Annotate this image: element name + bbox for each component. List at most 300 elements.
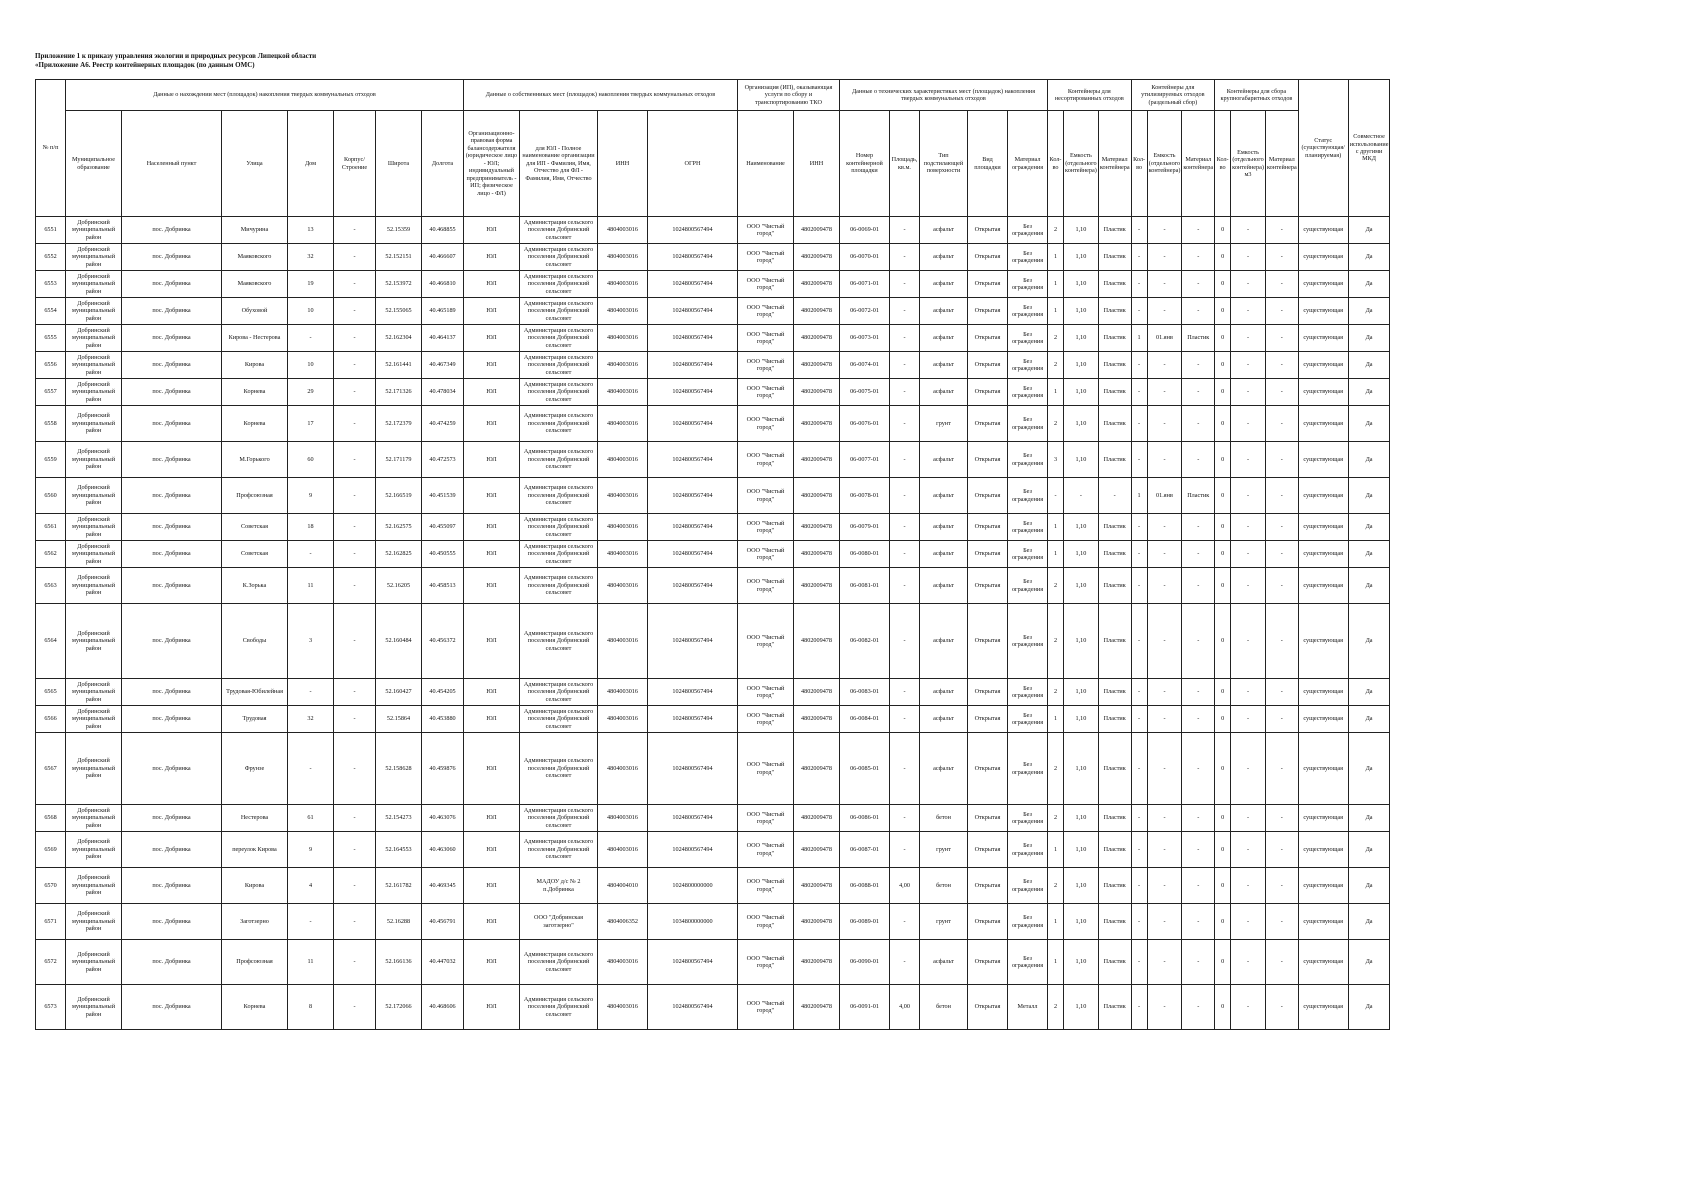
latitude-cell: 52.162575: [376, 514, 422, 541]
table-row: [36, 604, 1390, 679]
fence-cell: Без ограждения: [1008, 244, 1048, 271]
mixed-qty-cell: 2: [1048, 805, 1064, 832]
operator-inn-cell: 4802009478: [794, 442, 840, 478]
operator-inn-cell: 4802009478: [794, 985, 840, 1030]
municipality-cell: Добринский муниципальный район: [66, 478, 122, 514]
table-row: [36, 514, 1390, 541]
table-row: [36, 442, 1390, 478]
recycle-material-cell: -: [1182, 733, 1215, 805]
recycle-qty-cell: -: [1131, 733, 1147, 805]
bulky-qty-cell: 0: [1215, 298, 1231, 325]
legal-form-cell: ЮЛ: [464, 298, 520, 325]
fence-cell: Без ограждения: [1008, 478, 1048, 514]
mixed-material-cell: Пластик: [1098, 217, 1131, 244]
owner-inn-cell: 4804003016: [598, 271, 648, 298]
settlement-cell: пос. Добринка: [122, 679, 222, 706]
street-cell: Трудовая: [222, 706, 288, 733]
bulky-capacity-cell: -: [1231, 940, 1266, 985]
col-mixed-qty-header: Кол-во: [1048, 111, 1064, 217]
status-cell: существующая: [1298, 679, 1348, 706]
recycle-material-cell: -: [1182, 706, 1215, 733]
building-cell: -: [334, 541, 376, 568]
owner-name-cell: Администрация сельского поселения Добринский сельсовет: [520, 733, 598, 805]
surface-cell: асфальт: [920, 940, 968, 985]
legal-form-cell: ЮЛ: [464, 568, 520, 604]
house-cell: 11: [288, 568, 334, 604]
operator-name-cell: ООО "Чистый город": [738, 514, 794, 541]
longitude-cell: 40.451539: [422, 478, 464, 514]
group-recycle-containers-header: Контейнеры для утилизируемых отходов (раздельный сбор): [1131, 80, 1215, 111]
owner-inn-cell: 4804003016: [598, 325, 648, 352]
col-mixed-material-header: Материал контейнера: [1098, 111, 1131, 217]
recycle-material-cell: -: [1182, 568, 1215, 604]
legal-form-cell: ЮЛ: [464, 478, 520, 514]
longitude-cell: 40.447032: [422, 940, 464, 985]
status-cell: существующая: [1298, 352, 1348, 379]
building-cell: -: [334, 442, 376, 478]
bulky-material-cell: -: [1265, 325, 1298, 352]
surface-cell: асфальт: [920, 733, 968, 805]
operator-inn-cell: 4802009478: [794, 325, 840, 352]
municipality-cell: Добринский муниципальный район: [66, 679, 122, 706]
owner-ogrn-cell: 1024800567494: [648, 832, 738, 868]
municipality-cell: Добринский муниципальный район: [66, 271, 122, 298]
settlement-cell: пос. Добринка: [122, 832, 222, 868]
site-number-cell: 06-0081-01: [840, 568, 890, 604]
latitude-cell: 52.172066: [376, 985, 422, 1030]
street-cell: Кирова: [222, 352, 288, 379]
recycle-capacity-cell: -: [1147, 805, 1182, 832]
legal-form-cell: ЮЛ: [464, 985, 520, 1030]
mkd-cell: Да: [1348, 352, 1390, 379]
site-number-cell: 06-0082-01: [840, 604, 890, 679]
mixed-qty-cell: 2: [1048, 568, 1064, 604]
col-bulky-qty-header: Кол-во: [1215, 111, 1231, 217]
bulky-capacity-cell: -: [1231, 904, 1266, 940]
owner-ogrn-cell: 1024800567494: [648, 478, 738, 514]
col-building-header: Корпус/Строение: [334, 111, 376, 217]
owner-inn-cell: 4804003016: [598, 568, 648, 604]
operator-name-cell: ООО "Чистый город": [738, 325, 794, 352]
bulky-capacity-cell: -: [1231, 406, 1266, 442]
operator-inn-cell: 4802009478: [794, 679, 840, 706]
site-number-cell: 06-0091-01: [840, 985, 890, 1030]
site-number-cell: 06-0088-01: [840, 868, 890, 904]
owner-inn-cell: 4804003016: [598, 706, 648, 733]
legal-form-cell: ЮЛ: [464, 514, 520, 541]
col-bulky-capacity-header: Емкость (отдельного контейнера) м3: [1231, 111, 1266, 217]
longitude-cell: 40.468606: [422, 985, 464, 1030]
document-title-line-1: Приложение 1 к приказу управления экологии и природных ресурсов Липецкой области: [35, 52, 317, 60]
mixed-material-cell: Пластик: [1098, 298, 1131, 325]
building-cell: -: [334, 568, 376, 604]
mixed-material-cell: Пластик: [1098, 679, 1131, 706]
settlement-cell: пос. Добринка: [122, 442, 222, 478]
operator-name-cell: ООО "Чистый город": [738, 733, 794, 805]
recycle-material-cell: -: [1182, 442, 1215, 478]
house-cell: -: [288, 904, 334, 940]
legal-form-cell: ЮЛ: [464, 244, 520, 271]
mkd-cell: Да: [1348, 244, 1390, 271]
mixed-capacity-cell: 1,10: [1064, 442, 1099, 478]
operator-name-cell: ООО "Чистый город": [738, 379, 794, 406]
surface-cell: грунт: [920, 406, 968, 442]
building-cell: -: [334, 478, 376, 514]
area-cell: -: [890, 904, 920, 940]
recycle-qty-cell: -: [1131, 406, 1147, 442]
bulky-capacity-cell: -: [1231, 541, 1266, 568]
site-number-cell: 06-0069-01: [840, 217, 890, 244]
bulky-material-cell: -: [1265, 217, 1298, 244]
area-cell: -: [890, 352, 920, 379]
mkd-cell: Да: [1348, 325, 1390, 352]
bulky-capacity-cell: -: [1231, 733, 1266, 805]
house-cell: 32: [288, 244, 334, 271]
site-type-cell: Открытая: [968, 541, 1008, 568]
fence-cell: Без ограждения: [1008, 568, 1048, 604]
owner-inn-cell: 4804003016: [598, 352, 648, 379]
bulky-qty-cell: 0: [1215, 217, 1231, 244]
status-cell: существующая: [1298, 985, 1348, 1030]
col-house-header: Дом: [288, 111, 334, 217]
recycle-capacity-cell: -: [1147, 733, 1182, 805]
settlement-cell: пос. Добринка: [122, 406, 222, 442]
surface-cell: асфальт: [920, 442, 968, 478]
area-cell: -: [890, 514, 920, 541]
row-number: 6568: [36, 805, 66, 832]
latitude-cell: 52.153972: [376, 271, 422, 298]
area-cell: -: [890, 217, 920, 244]
owner-name-cell: Администрация сельского поселения Добринский сельсовет: [520, 271, 598, 298]
settlement-cell: пос. Добринка: [122, 604, 222, 679]
row-number: 6561: [36, 514, 66, 541]
site-type-cell: Открытая: [968, 514, 1008, 541]
table-row: [36, 541, 1390, 568]
building-cell: -: [334, 985, 376, 1030]
street-cell: М.Горького: [222, 442, 288, 478]
longitude-cell: 40.458513: [422, 568, 464, 604]
mixed-material-cell: Пластик: [1098, 541, 1131, 568]
settlement-cell: пос. Добринка: [122, 298, 222, 325]
operator-inn-cell: 4802009478: [794, 568, 840, 604]
house-cell: 10: [288, 298, 334, 325]
municipality-cell: Добринский муниципальный район: [66, 568, 122, 604]
fence-cell: Без ограждения: [1008, 352, 1048, 379]
row-number: 6567: [36, 733, 66, 805]
surface-cell: бетон: [920, 805, 968, 832]
mixed-material-cell: Пластик: [1098, 379, 1131, 406]
fence-cell: Без ограждения: [1008, 940, 1048, 985]
municipality-cell: Добринский муниципальный район: [66, 514, 122, 541]
site-number-cell: 06-0078-01: [840, 478, 890, 514]
longitude-cell: 40.463076: [422, 805, 464, 832]
bulky-qty-cell: 0: [1215, 832, 1231, 868]
site-type-cell: Открытая: [968, 940, 1008, 985]
mixed-material-cell: Пластик: [1098, 604, 1131, 679]
recycle-material-cell: -: [1182, 271, 1215, 298]
mixed-qty-cell: 2: [1048, 679, 1064, 706]
status-cell: существующая: [1298, 832, 1348, 868]
bulky-capacity-cell: -: [1231, 442, 1266, 478]
bulky-material-cell: -: [1265, 379, 1298, 406]
municipality-cell: Добринский муниципальный район: [66, 604, 122, 679]
document-title-line-2: «Приложение А6. Реестр контейнерных площадок (по данным ОМС): [35, 61, 255, 69]
col-ogrn-header: ОГРН: [648, 111, 738, 217]
municipality-cell: Добринский муниципальный район: [66, 406, 122, 442]
operator-inn-cell: 4802009478: [794, 805, 840, 832]
site-type-cell: Открытая: [968, 679, 1008, 706]
operator-name-cell: ООО "Чистый город": [738, 904, 794, 940]
mixed-material-cell: Пластик: [1098, 940, 1131, 985]
street-cell: Кирова - Нестерова: [222, 325, 288, 352]
mkd-cell: Да: [1348, 805, 1390, 832]
site-type-cell: Открытая: [968, 298, 1008, 325]
area-cell: -: [890, 325, 920, 352]
area-cell: -: [890, 568, 920, 604]
street-cell: Обуховой: [222, 298, 288, 325]
house-cell: 29: [288, 379, 334, 406]
col-mixed-capacity-header: Емкость (отдельного контейнера): [1064, 111, 1099, 217]
longitude-cell: 40.465189: [422, 298, 464, 325]
status-cell: существующая: [1298, 379, 1348, 406]
bulky-qty-cell: 0: [1215, 568, 1231, 604]
col-fence-header: Материал ограждения: [1008, 111, 1048, 217]
surface-cell: асфальт: [920, 379, 968, 406]
site-number-cell: 06-0090-01: [840, 940, 890, 985]
site-number-cell: 06-0074-01: [840, 352, 890, 379]
municipality-cell: Добринский муниципальный район: [66, 706, 122, 733]
municipality-cell: Добринский муниципальный район: [66, 805, 122, 832]
site-number-cell: 06-0087-01: [840, 832, 890, 868]
site-type-cell: Открытая: [968, 868, 1008, 904]
recycle-qty-cell: -: [1131, 514, 1147, 541]
recycle-capacity-cell: -: [1147, 514, 1182, 541]
area-cell: -: [890, 733, 920, 805]
mixed-qty-cell: 2: [1048, 406, 1064, 442]
owner-ogrn-cell: 1024800567494: [648, 706, 738, 733]
bulky-material-cell: -: [1265, 568, 1298, 604]
building-cell: -: [334, 379, 376, 406]
building-cell: -: [334, 904, 376, 940]
house-cell: -: [288, 679, 334, 706]
site-number-cell: 06-0076-01: [840, 406, 890, 442]
latitude-cell: 52.155065: [376, 298, 422, 325]
mixed-qty-cell: 1: [1048, 541, 1064, 568]
status-cell: существующая: [1298, 478, 1348, 514]
mixed-qty-cell: 1: [1048, 940, 1064, 985]
longitude-cell: 40.456791: [422, 904, 464, 940]
house-cell: 9: [288, 478, 334, 514]
col-lat-header: Широта: [376, 111, 422, 217]
municipality-cell: Добринский муниципальный район: [66, 298, 122, 325]
recycle-qty-cell: -: [1131, 541, 1147, 568]
building-cell: -: [334, 271, 376, 298]
settlement-cell: пос. Добринка: [122, 805, 222, 832]
operator-name-cell: ООО "Чистый город": [738, 679, 794, 706]
municipality-cell: Добринский муниципальный район: [66, 244, 122, 271]
bulky-qty-cell: 0: [1215, 244, 1231, 271]
longitude-cell: 40.456372: [422, 604, 464, 679]
recycle-material-cell: -: [1182, 904, 1215, 940]
municipality-cell: Добринский муниципальный район: [66, 352, 122, 379]
recycle-capacity-cell: -: [1147, 352, 1182, 379]
area-cell: -: [890, 805, 920, 832]
mkd-cell: Да: [1348, 604, 1390, 679]
settlement-cell: пос. Добринка: [122, 868, 222, 904]
latitude-cell: 52.161441: [376, 352, 422, 379]
recycle-capacity-cell: -: [1147, 706, 1182, 733]
owner-name-cell: Администрация сельского поселения Добринский сельсовет: [520, 442, 598, 478]
latitude-cell: 52.166136: [376, 940, 422, 985]
area-cell: -: [890, 298, 920, 325]
longitude-cell: 40.466810: [422, 271, 464, 298]
recycle-capacity-cell: 01.янв: [1147, 478, 1182, 514]
mixed-capacity-cell: 1,10: [1064, 706, 1099, 733]
latitude-cell: 52.172379: [376, 406, 422, 442]
recycle-capacity-cell: -: [1147, 244, 1182, 271]
street-cell: переулок Кирова: [222, 832, 288, 868]
mixed-material-cell: Пластик: [1098, 244, 1131, 271]
bulky-material-cell: -: [1265, 271, 1298, 298]
surface-cell: бетон: [920, 985, 968, 1030]
site-number-cell: 06-0086-01: [840, 805, 890, 832]
site-type-cell: Открытая: [968, 568, 1008, 604]
row-number: 6552: [36, 244, 66, 271]
operator-inn-cell: 4802009478: [794, 706, 840, 733]
owner-name-cell: Администрация сельского поселения Добринский сельсовет: [520, 244, 598, 271]
recycle-capacity-cell: -: [1147, 832, 1182, 868]
settlement-cell: пос. Добринка: [122, 568, 222, 604]
mkd-cell: Да: [1348, 379, 1390, 406]
owner-inn-cell: 4804003016: [598, 832, 648, 868]
area-cell: -: [890, 406, 920, 442]
column-header-row: [36, 111, 1390, 217]
operator-inn-cell: 4802009478: [794, 733, 840, 805]
recycle-qty-cell: -: [1131, 940, 1147, 985]
bulky-material-cell: -: [1265, 442, 1298, 478]
operator-inn-cell: 4802009478: [794, 217, 840, 244]
site-type-cell: Открытая: [968, 406, 1008, 442]
operator-name-cell: ООО "Чистый город": [738, 478, 794, 514]
site-type-cell: Открытая: [968, 325, 1008, 352]
municipality-cell: Добринский муниципальный район: [66, 940, 122, 985]
street-cell: Корнева: [222, 406, 288, 442]
col-operator-inn-header: ИНН: [794, 111, 840, 217]
mkd-cell: Да: [1348, 706, 1390, 733]
bulky-material-cell: -: [1265, 244, 1298, 271]
operator-name-cell: ООО "Чистый город": [738, 940, 794, 985]
table-row: [36, 733, 1390, 805]
bulky-qty-cell: 0: [1215, 514, 1231, 541]
mixed-capacity-cell: 1,10: [1064, 379, 1099, 406]
settlement-cell: пос. Добринка: [122, 271, 222, 298]
house-cell: 18: [288, 514, 334, 541]
recycle-material-cell: -: [1182, 985, 1215, 1030]
legal-form-cell: ЮЛ: [464, 706, 520, 733]
status-cell: существующая: [1298, 442, 1348, 478]
mixed-capacity-cell: 1,10: [1064, 325, 1099, 352]
recycle-material-cell: -: [1182, 604, 1215, 679]
operator-name-cell: ООО "Чистый город": [738, 271, 794, 298]
latitude-cell: 52.154273: [376, 805, 422, 832]
owner-name-cell: Администрация сельского поселения Добринский сельсовет: [520, 514, 598, 541]
group-mixed-containers-header: Контейнеры для несортированных отходов: [1048, 80, 1132, 111]
mixed-qty-cell: 2: [1048, 217, 1064, 244]
bulky-capacity-cell: -: [1231, 568, 1266, 604]
mixed-capacity-cell: 1,10: [1064, 679, 1099, 706]
group-bulky-containers-header: Контейнеры для сбора крупногабаритных отходов: [1215, 80, 1299, 111]
row-number: 6556: [36, 352, 66, 379]
building-cell: -: [334, 940, 376, 985]
mixed-qty-cell: 1: [1048, 706, 1064, 733]
operator-name-cell: ООО "Чистый город": [738, 298, 794, 325]
owner-inn-cell: 4804004010: [598, 868, 648, 904]
col-lon-header: Долгота: [422, 111, 464, 217]
bulky-material-cell: -: [1265, 514, 1298, 541]
latitude-cell: 52.171326: [376, 379, 422, 406]
street-cell: Маяковского: [222, 244, 288, 271]
bulky-capacity-cell: -: [1231, 217, 1266, 244]
recycle-qty-cell: -: [1131, 217, 1147, 244]
site-type-cell: Открытая: [968, 244, 1008, 271]
mixed-capacity-cell: 1,10: [1064, 406, 1099, 442]
recycle-qty-cell: 1: [1131, 478, 1147, 514]
legal-form-cell: ЮЛ: [464, 868, 520, 904]
owner-inn-cell: 4804003016: [598, 805, 648, 832]
house-cell: 13: [288, 217, 334, 244]
mixed-material-cell: Пластик: [1098, 904, 1131, 940]
area-cell: -: [890, 832, 920, 868]
operator-name-cell: ООО "Чистый город": [738, 442, 794, 478]
recycle-capacity-cell: -: [1147, 442, 1182, 478]
owner-ogrn-cell: 1024800567494: [648, 217, 738, 244]
recycle-qty-cell: -: [1131, 568, 1147, 604]
legal-form-cell: ЮЛ: [464, 541, 520, 568]
house-cell: 9: [288, 832, 334, 868]
mixed-capacity-cell: 1,10: [1064, 904, 1099, 940]
col-site-type-header: Вид площадки: [968, 111, 1008, 217]
area-cell: -: [890, 940, 920, 985]
col-inn-header: ИНН: [598, 111, 648, 217]
mixed-material-cell: Пластик: [1098, 406, 1131, 442]
row-number: 6564: [36, 604, 66, 679]
mixed-capacity-cell: 1,10: [1064, 298, 1099, 325]
site-number-cell: 06-0084-01: [840, 706, 890, 733]
latitude-cell: 52.161782: [376, 868, 422, 904]
site-type-cell: Открытая: [968, 478, 1008, 514]
mixed-capacity-cell: 1,10: [1064, 985, 1099, 1030]
building-cell: -: [334, 217, 376, 244]
site-type-cell: Открытая: [968, 832, 1008, 868]
site-type-cell: Открытая: [968, 706, 1008, 733]
surface-cell: асфальт: [920, 244, 968, 271]
status-cell: существующая: [1298, 568, 1348, 604]
site-number-cell: 06-0070-01: [840, 244, 890, 271]
row-number: 6557: [36, 379, 66, 406]
site-number-cell: 06-0080-01: [840, 541, 890, 568]
mkd-cell: Да: [1348, 217, 1390, 244]
operator-inn-cell: 4802009478: [794, 352, 840, 379]
site-type-cell: Открытая: [968, 217, 1008, 244]
legal-form-cell: ЮЛ: [464, 217, 520, 244]
mixed-qty-cell: 2: [1048, 733, 1064, 805]
recycle-qty-cell: -: [1131, 706, 1147, 733]
fence-cell: Без ограждения: [1008, 217, 1048, 244]
latitude-cell: 52.152151: [376, 244, 422, 271]
col-recycle-capacity-header: Емкость (отдельного контейнера): [1147, 111, 1182, 217]
area-cell: -: [890, 379, 920, 406]
legal-form-cell: ЮЛ: [464, 679, 520, 706]
